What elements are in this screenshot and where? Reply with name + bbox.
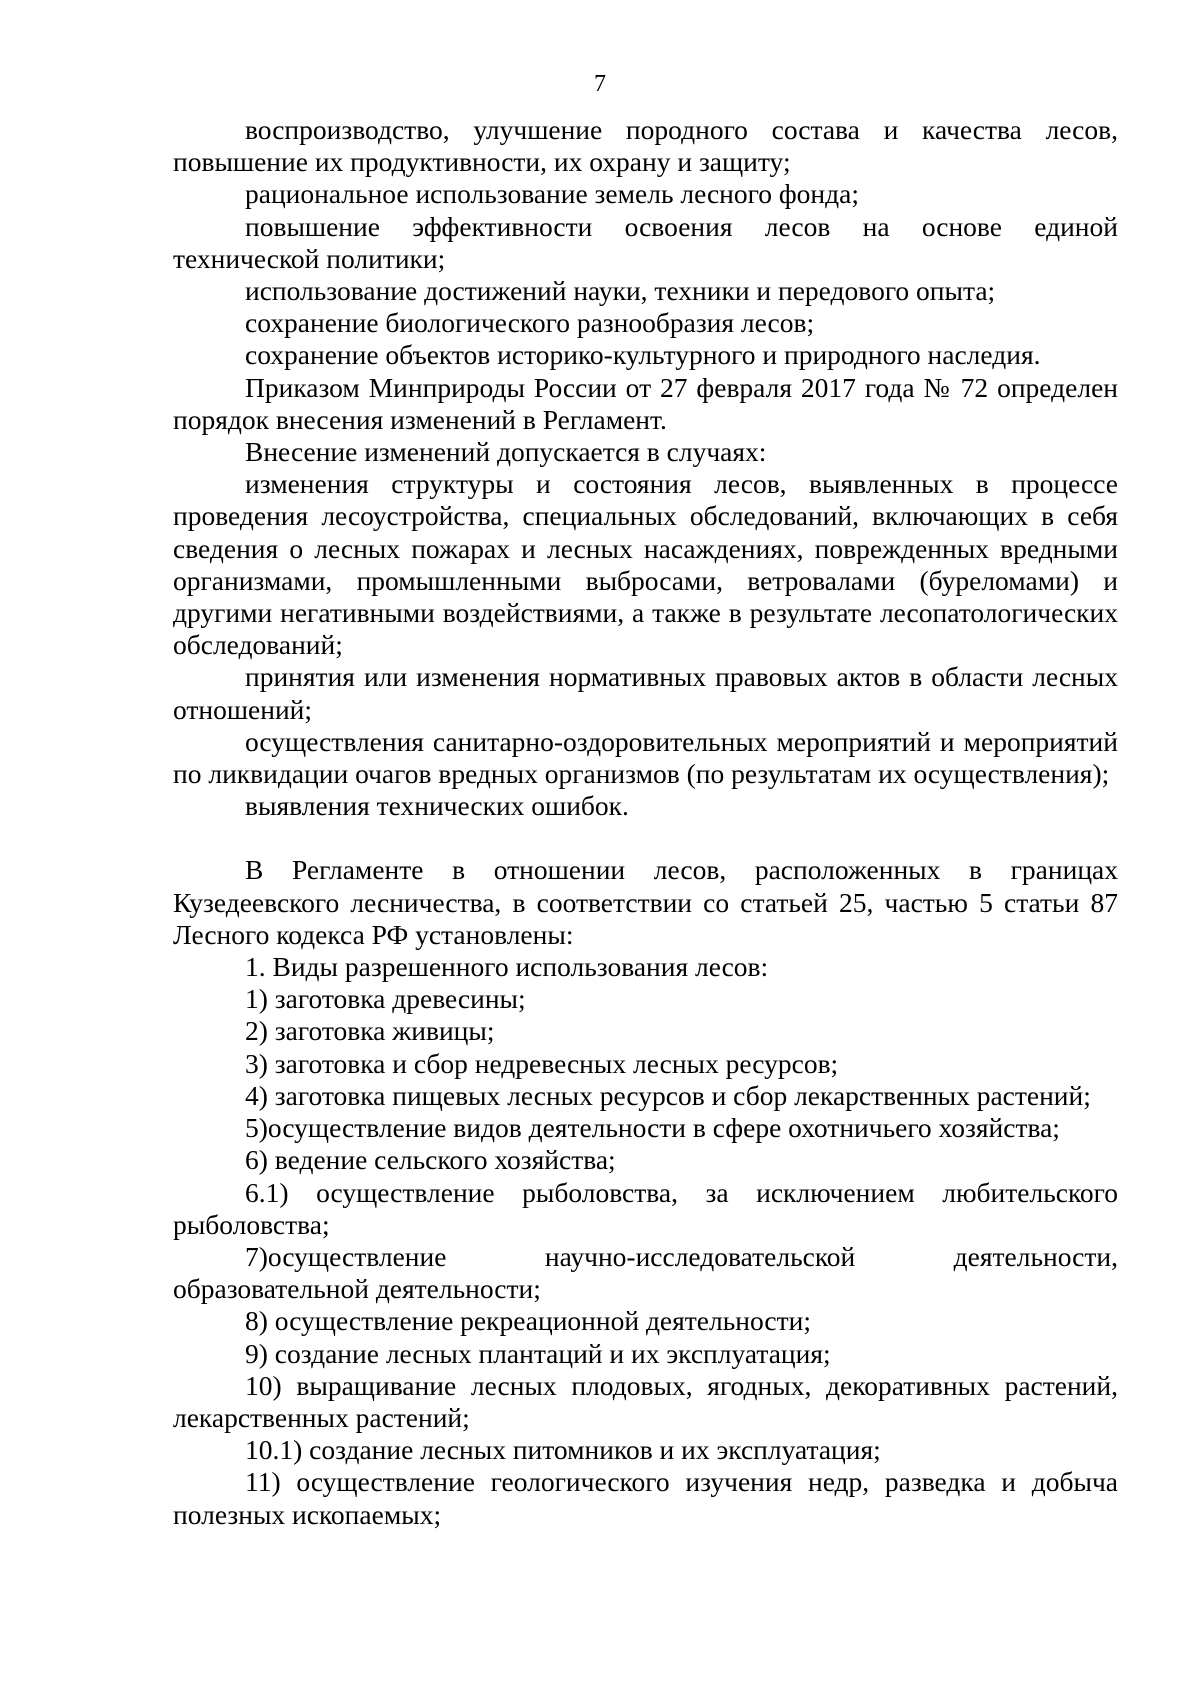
list-item: 8) осуществление рекреационной деятельности; (245, 1305, 812, 1337)
list-item: 2) заготовка живицы; (245, 1015, 495, 1047)
paragraph: сохранение объектов историко-культурного и природного наследия. (245, 339, 1041, 371)
paragraph: рациональное использование земель лесного фонда; (245, 178, 859, 210)
paragraph: Внесение изменений допускается в случаях: (245, 436, 767, 468)
document-body (173, 114, 1118, 1531)
paragraph: изменения структуры и состояния лесов, выявленных в процессе проведения лесоустройства, специальных обследований, включающих в себя сведения о лесных пожарах и лесных насаждениях, поврежденных вредными организмами, промышленными выбросами, ветровалами (буреломами) и другими негативными воздействиями, а также в результате лесопатологических обследований; (173, 468, 1118, 661)
paragraph: повышение эффективности освоения лесов на основе единой технической политики; (173, 210, 1118, 274)
list-item: 10) выращивание лесных плодовых, ягодных, декоративных растений, лекарственных растений; (173, 1369, 1118, 1433)
paragraph: Приказом Минприроды России от 27 февраля 2017 года № 72 определен порядок внесения изменений в Регламент. (173, 371, 1118, 435)
list-item: 9) создание лесных плантаций и их эксплуатация; (245, 1337, 831, 1369)
page-number: 7 (594, 71, 606, 97)
paragraph: осуществления санитарно-оздоровительных мероприятий и мероприятий по ликвидации очагов вредных организмов (по результатам их осуществления); (173, 725, 1118, 790)
list-item: 1) заготовка древесины; (245, 983, 526, 1015)
paragraph: сохранение биологического разнообразия лесов; (245, 307, 815, 339)
list-heading: 1. Виды разрешенного использования лесов: (245, 951, 769, 983)
list-item: 5)осуществление видов деятельности в сфере охотничьего хозяйства; (245, 1112, 1060, 1144)
list-item: 11) осуществление геологического изучения недр, разведка и добыча полезных ископаемых; (173, 1466, 1118, 1530)
paragraph: В Регламенте в отношении лесов, расположенных в границах Кузедеевского лесничества, в соответствии со статьей 25, частью 5 статьи 87 Лесного кодекса РФ установлены: (173, 854, 1118, 950)
paragraph: принятия или изменения нормативных правовых актов в области лесных отношений; (173, 661, 1118, 725)
list-item: 7)осуществление научно-исследовательской деятельности, образовательной деятельности; (173, 1240, 1118, 1305)
paragraph: выявления технических ошибок. (245, 790, 629, 822)
paragraph: использование достижений науки, техники и передового опыта; (245, 275, 996, 307)
list-item: 3) заготовка и сбор недревесных лесных ресурсов; (245, 1047, 839, 1079)
list-item: 4) заготовка пищевых лесных ресурсов и сбор лекарственных растений; (245, 1079, 1091, 1111)
list-item: 6) ведение сельского хозяйства; (245, 1144, 616, 1176)
list-item: 10.1) создание лесных питомников и их эксплуатация; (245, 1434, 881, 1466)
list-item: 6.1) осуществление рыболовства, за исключением любительского рыболовства; (173, 1176, 1118, 1240)
paragraph: воспроизводство, улучшение породного состава и качества лесов, повышение их продуктивности, их охрану и защиту; (173, 114, 1118, 178)
